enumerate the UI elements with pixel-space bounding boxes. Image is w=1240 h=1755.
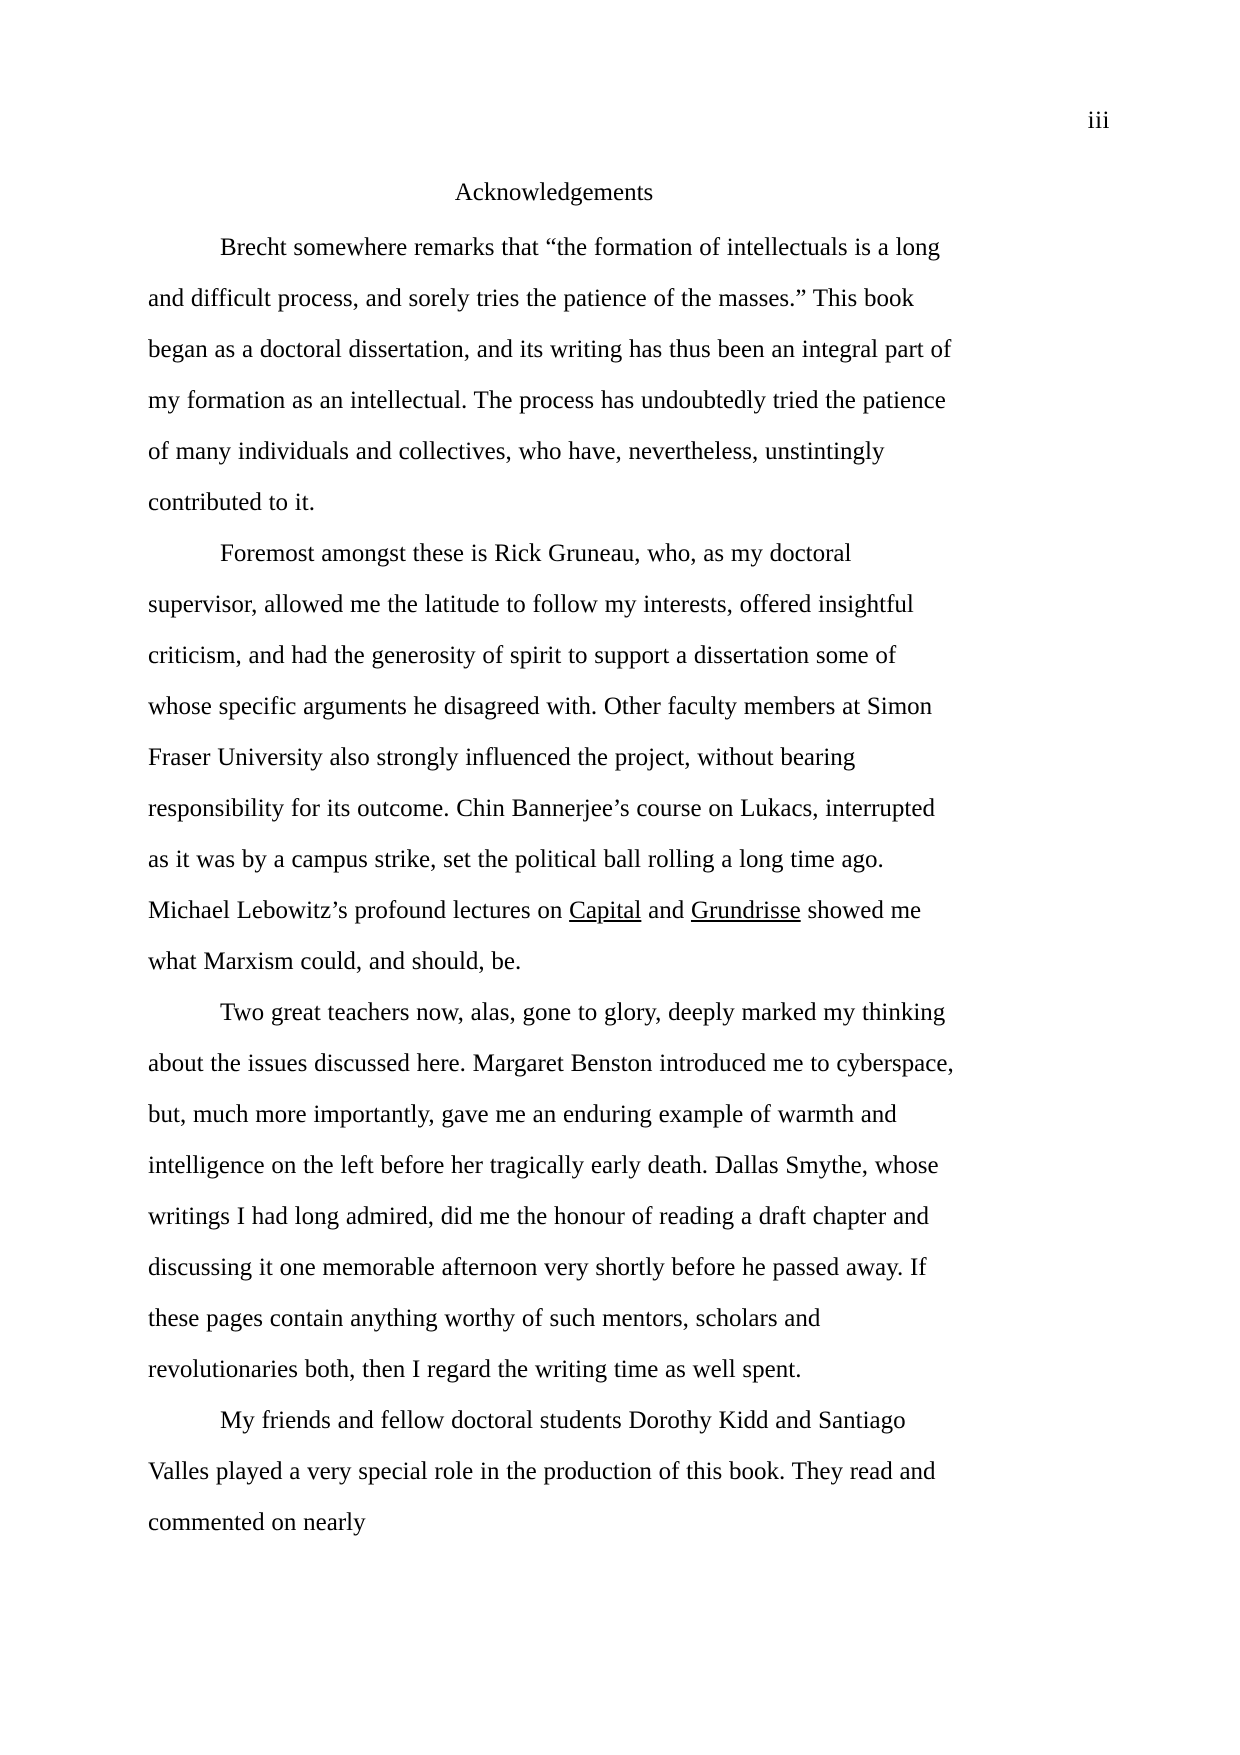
book-title-capital: Capital bbox=[569, 897, 642, 924]
paragraph-1 bbox=[148, 222, 960, 528]
paragraph-4 bbox=[148, 1395, 960, 1548]
page-content bbox=[148, 175, 960, 1548]
paragraph-2-text-part-1: Foremost amongst these is Rick Gruneau, who, as my doctoral supervisor, allowed me the latitude to follow my interests, offered insightful criticism, and had the generosity of spirit to support a dissertation some of whose specific arguments he disagreed with. Other faculty members at Simon Fraser University also strongly influenced the project, without bearing responsibility for its outcome. Chin Bannerjee’s course on Lukacs, interrupted as it was by a campus strike, set the political ball rolling a long time ago. Michael Lebowitz’s profound lectures on bbox=[148, 540, 935, 924]
paragraph-1-text: Brecht somewhere remarks that “the formation of intellectuals is a long and difficult process, and sorely tries the patience of the masses.” This book began as a doctoral dissertation, and its writing has thus been an integral part of my formation as an intellectual. The process has undoubtedly tried the patience of many individuals and collectives, who have, nevertheless, unstintingly contributed to it. bbox=[148, 234, 952, 516]
book-title-grundrisse: Grundrisse bbox=[690, 897, 801, 924]
paragraph-2-text-part-2: and bbox=[641, 897, 691, 924]
paragraph-4-text: My friends and fellow doctoral students Dorothy Kidd and Santiago Valles played a very special role in the production of this book. They read and commented on nearly bbox=[148, 1407, 936, 1536]
page-title: Acknowledgements bbox=[454, 179, 654, 206]
paragraph-2-text-part-3: showed me what Marxism could, and should, be. bbox=[148, 897, 922, 975]
paragraph-3-text: Two great teachers now, alas, gone to glory, deeply marked my thinking about the issues discussed here. Margaret Benston introduced me to cyberspace, but, much more importantly, gave me an enduring example of warmth and intelligence on the left before her tragically early death. Dallas Smythe, whose writings I had long admired, did me the honour of reading a draft chapter and discussing it one memorable afternoon very shortly before he passed away. If these pages contain anything worthy of such mentors, scholars and revolutionaries both, then I regard the writing time as well spent. bbox=[148, 999, 954, 1383]
paragraph-3 bbox=[148, 987, 960, 1395]
page-number: iii bbox=[1087, 107, 1110, 134]
paragraph-2 bbox=[148, 528, 960, 987]
